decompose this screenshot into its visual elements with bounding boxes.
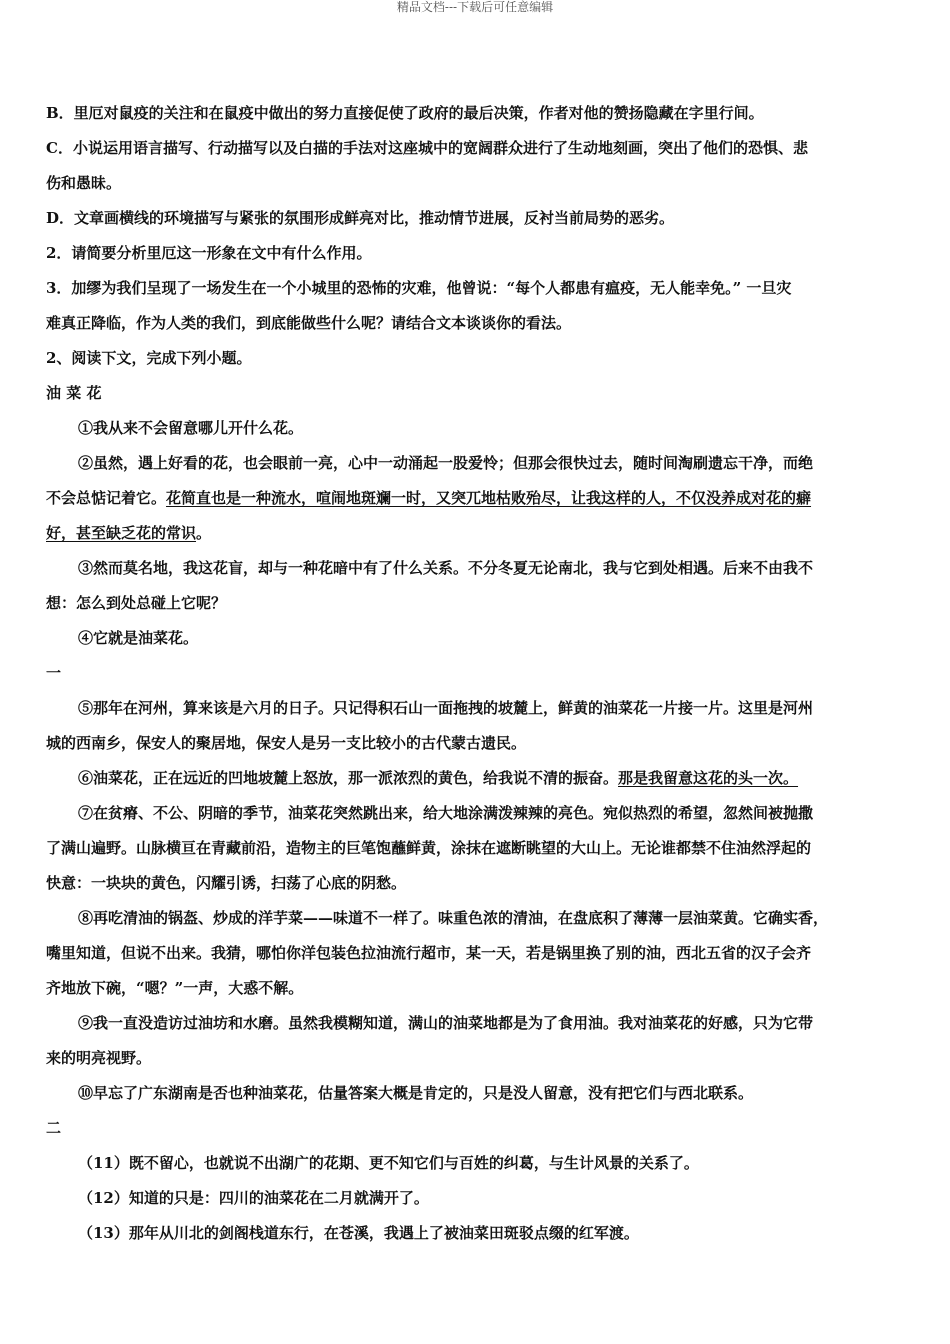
paragraph-3-line2: 想：怎么到处总碰上它呢？ bbox=[46, 594, 227, 612]
paragraph-11: （11）既不留心，也就说不出湖广的花期、更不知它们与百姓的纠葛，与生计风景的关系了。 bbox=[78, 1154, 699, 1172]
question-3-line1: 3．加缪为我们呈现了一场发生在一个小城里的恐怖的灾难，他曾说：“每个人都患有瘟疫，无人能幸免。” 一旦灾 bbox=[46, 279, 792, 297]
option-b: B．里厄对鼠疫的关注和在鼠疫中做出的努力直接促使了政府的最后决策，作者对他的赞扬隐藏在字里行间。 bbox=[46, 104, 764, 122]
paragraph-12: （12）知道的只是：四川的油菜花在二月就满开了。 bbox=[78, 1189, 429, 1207]
paragraph-2-line3 bbox=[46, 516, 904, 551]
option-c-line2: 伤和愚昧。 bbox=[46, 174, 122, 192]
passage-title: 油 菜 花 bbox=[46, 384, 102, 402]
plain-text: 不会总惦记着它。 bbox=[46, 489, 167, 507]
paragraph-5-line2: 城的西南乡，保安人的聚居地，保安人是另一支比较小的古代蒙古遗民。 bbox=[46, 734, 527, 752]
question-3-line2: 难真正降临，作为人类的我们，到底能做些什么呢？请结合文本谈谈你的看法。 bbox=[46, 314, 572, 332]
document-body bbox=[46, 96, 904, 1251]
option-d: D．文章画横线的环境描写与紧张的氛围形成鲜亮对比，推动情节进展，反衬当前局势的恶劣。 bbox=[46, 209, 675, 227]
page-header: 精品文档---下载后可任意编辑 bbox=[396, 0, 554, 14]
underlined-text: 好，甚至缺乏花的常识 bbox=[46, 524, 197, 542]
paragraph-5-line1: ⑤那年在河州，算来该是六月的日子。只记得积石山一面拖拽的坡麓上，鲜黄的油菜花一片接一片。这里是河州 bbox=[78, 699, 814, 717]
paragraph-2-line2 bbox=[46, 481, 904, 516]
paragraph-2-line1: ②虽然，遇上好看的花，也会眼前一亮，心中一动涌起一股爱怜；但那会很快过去，随时间淘刷遗忘干净，而绝 bbox=[78, 454, 814, 472]
section-heading-1: 一 bbox=[46, 664, 62, 682]
paragraph-3-line1: ③然而莫名地，我这花盲，却与一种花暗中有了什么关系。不分冬夏无论南北，我与它到处相遇。后来不由我不 bbox=[78, 559, 814, 577]
option-c-line1: C．小说运用语言描写、行动描写以及白描的手法对这座城中的宽阔群众进行了生动地刻画，突出了他们的恐惧、悲 bbox=[46, 139, 808, 157]
reading-intro: 2、阅读下文，完成下列小题。 bbox=[46, 349, 252, 367]
paragraph-7-line1: ⑦在贫瘠、不公、阴暗的季节，油菜花突然跳出来，给大地涂满泼辣辣的亮色。宛似热烈的希望，忽然间被抛撒 bbox=[78, 804, 814, 822]
underlined-text: 那是我留意这花的头一次。 bbox=[618, 769, 799, 787]
paragraph-1: ①我从来不会留意哪儿开什么花。 bbox=[78, 419, 304, 437]
paragraph-7-line2: 了满山遍野。山脉横亘在青藏前沿，造物主的巨笔饱蘸鲜黄，涂抹在遮断眺望的大山上。无论谁都禁不住油然浮起的 bbox=[46, 839, 812, 857]
paragraph-6 bbox=[46, 761, 904, 796]
question-2: 2．请简要分析里厄这一形象在文中有什么作用。 bbox=[46, 244, 372, 262]
paragraph-9-line1: ⑨我一直没造访过油坊和水磨。虽然我模糊知道，满山的油菜地都是为了食用油。我对油菜花的好感，只为它带 bbox=[78, 1014, 814, 1032]
paragraph-8-line1: ⑧再吃清油的锅盔、炒成的洋芋菜——味道不一样了。味重色浓的清油，在盘底积了薄薄一层油菜黄。它确实香， bbox=[78, 909, 829, 927]
plain-text: 。 bbox=[196, 524, 212, 542]
paragraph-13: （13）那年从川北的剑阁栈道东行，在苍溪，我遇上了被油菜田斑驳点缀的红军渡。 bbox=[78, 1224, 639, 1242]
plain-text: ⑥油菜花，正在远近的凹地坡麓上怒放，那一派浓烈的黄色，给我说不清的振奋。 bbox=[78, 769, 619, 787]
section-heading-2: 二 bbox=[46, 1119, 62, 1137]
paragraph-4: ④它就是油菜花。 bbox=[78, 629, 199, 647]
underlined-text: 花简直也是一种流水，喧闹地斑斓一时，又突兀地枯败殆尽，让我这样的人，不仅没养成对花的癖 bbox=[166, 489, 812, 507]
paragraph-8-line2: 嘴里知道，但说不出来。我猜，哪怕你洋包装色拉油流行超市，某一天，若是锅里换了别的油，西北五省的汉子会齐 bbox=[46, 944, 812, 962]
paragraph-10: ⑩早忘了广东湖南是否也种油菜花，估量答案大概是肯定的，只是没人留意，没有把它们与西北联系。 bbox=[78, 1084, 754, 1102]
paragraph-9-line2: 来的明亮视野。 bbox=[46, 1049, 152, 1067]
paragraph-8-line3: 齐地放下碗，“嗯？”一声，大惑不解。 bbox=[46, 979, 304, 997]
paragraph-7-line3: 快意：一块块的黄色，闪耀引诱，扫荡了心底的阴愁。 bbox=[46, 874, 407, 892]
